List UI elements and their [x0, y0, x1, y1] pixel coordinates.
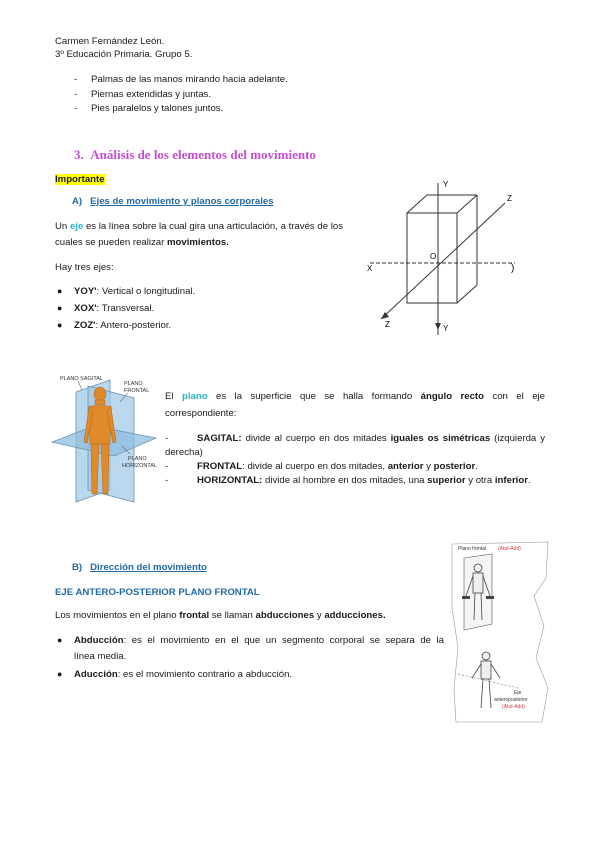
- label-plano-horizontal-1: PLANO: [128, 456, 147, 462]
- label-x-left: X: [367, 264, 373, 273]
- plano-definition-line2: correspondiente:: [165, 408, 237, 419]
- label-z-bottom: Z: [385, 320, 390, 329]
- label-plano-sagital: PLANO SAGITAL: [60, 376, 103, 382]
- author-line: Carmen Fernández León.: [55, 36, 165, 47]
- sagital-item-cont: derecha): [165, 447, 203, 458]
- list-item-cont: línea media.: [74, 651, 127, 662]
- list-item: Pies paralelos y talones juntos.: [91, 103, 224, 114]
- bullet-icon: ●: [57, 303, 63, 313]
- sagital-item: SAGITAL: divide al cuerpo en dos mitades iguales os simétricas (izquierda y: [197, 433, 545, 444]
- subheading-a: A) Ejes de movimiento y planos corporales: [72, 196, 274, 207]
- list-item: Palmas de las manos mirando hacia adelante.: [91, 74, 288, 85]
- subheading-b: B) Dirección del movimiento: [72, 562, 207, 573]
- frontal-item: FRONTAL: divide al cuerpo en dos mitades, anterior y posterior.: [197, 461, 478, 472]
- label-plano-frontal-2: FRONTAL: [124, 388, 150, 394]
- label-anteroposterior: anteroposterior: [494, 697, 528, 703]
- svg-text:): ): [511, 263, 515, 274]
- eje-definition-line2: cuales se pueden realizar movimientos.: [55, 237, 229, 248]
- movimientos-line: Los movimientos en el plano frontal se llaman abducciones y adducciones.: [55, 610, 386, 621]
- list-item: Abducción: es el movimiento en el que un segmento corporal se separa de la: [74, 635, 444, 646]
- horizontal-item: HORIZONTAL: divide al hombre en dos mitades, una superior y otra inferior.: [197, 475, 531, 486]
- importante-label: Importante: [55, 174, 105, 185]
- label-y-top: Y: [443, 180, 449, 189]
- list-item: Piernas extendidas y juntas.: [91, 89, 211, 100]
- label-z-top: Z: [507, 194, 512, 203]
- label-plano-frontal-1: PLANO: [124, 381, 143, 387]
- list-item: XOX': Transversal.: [74, 303, 155, 314]
- list-item: ZOZ': Antero-posterior.: [74, 320, 172, 331]
- eje-frontal-title: EJE ANTERO-POSTERIOR PLANO FRONTAL: [55, 587, 260, 598]
- label-abd-add-2: (Abd-Add): [502, 704, 525, 710]
- label-plano-horizontal-2: HORIZONTAL: [122, 463, 158, 469]
- abduction-image: [448, 538, 552, 724]
- label-y-bottom: Y: [443, 324, 449, 333]
- list-item: Aducción: es el movimiento contrario a abducción.: [74, 669, 293, 680]
- z-axis-line: [381, 203, 505, 319]
- label-origin: O: [430, 252, 437, 261]
- bullet-icon: ●: [57, 286, 63, 296]
- course-line: 3º Educación Primaria. Grupo 5.: [55, 49, 193, 60]
- body-planes-image: [48, 372, 160, 508]
- plano-definition-line1: El plano es la superficie que se halla formando ángulo recto con el eje: [165, 391, 546, 402]
- label-eje: Eje: [514, 690, 522, 696]
- label-abd-add: (Abd-Add): [498, 546, 521, 552]
- eje-definition-line1: Un eje es la línea sobre la cual gira una articulación, a través de los: [55, 221, 343, 232]
- axes-cube-diagram: [365, 175, 525, 335]
- bullet-icon: ●: [57, 635, 63, 645]
- label-plano-frontal: Plano frontal: [458, 546, 487, 552]
- bullet-icon: ●: [57, 320, 63, 330]
- section-heading: 3. Análisis de los elementos del movimiento: [74, 147, 316, 162]
- bullet-icon: ●: [57, 669, 63, 679]
- list-item: YOY': Vertical o longitudinal.: [74, 286, 196, 297]
- hay-tres-ejes: Hay tres ejes:: [55, 262, 114, 273]
